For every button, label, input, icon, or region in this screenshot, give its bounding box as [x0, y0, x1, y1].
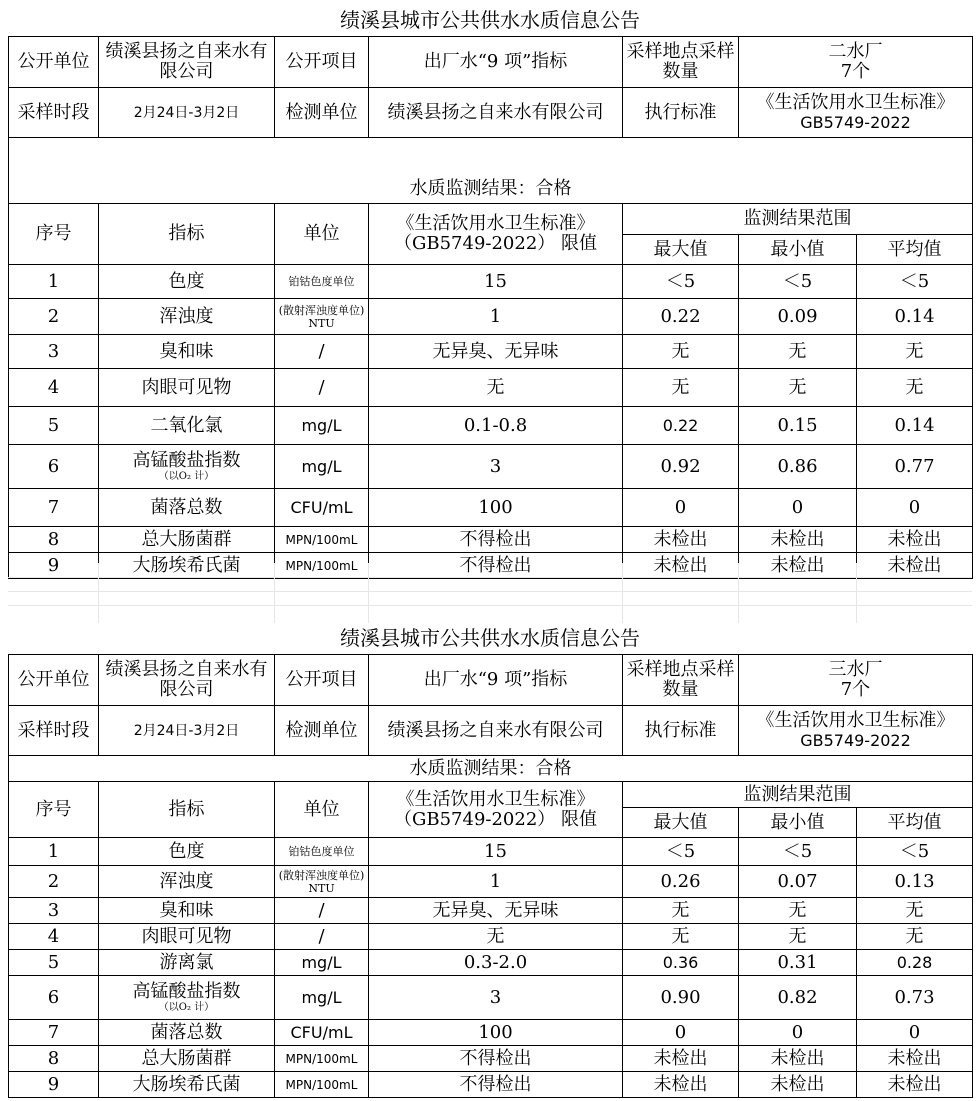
- table-row: [9, 299, 973, 335]
- row-limit: 1: [369, 299, 623, 335]
- table-row: [9, 976, 973, 1020]
- sample-site-value: [739, 37, 973, 88]
- notice-title: 绩溪县城市公共供水水质信息公告: [340, 626, 640, 650]
- row-avg: 0: [857, 1020, 973, 1046]
- row-min: 无: [739, 369, 857, 407]
- row-min: 0.31: [739, 950, 857, 976]
- row-no: 4: [9, 924, 99, 950]
- row-min: 0.09: [739, 299, 857, 335]
- row-limit: 不得检出: [369, 527, 623, 553]
- row-unit: MPN/100mL: [275, 1072, 369, 1098]
- table-row: [9, 1020, 973, 1046]
- row-no: 3: [9, 898, 99, 924]
- row-avg: ＜5: [857, 838, 973, 866]
- sample-site: 三水厂: [828, 659, 883, 680]
- row-max: 0.90: [623, 976, 739, 1020]
- row-min: 未检出: [739, 1046, 857, 1072]
- row-indicator-cell: [99, 445, 275, 489]
- row-avg: 未检出: [857, 1072, 973, 1098]
- row-min: 0.82: [739, 976, 857, 1020]
- row-limit: 100: [369, 489, 623, 527]
- row-unit: CFU/mL: [275, 489, 369, 527]
- period-label: 采样时段: [9, 88, 99, 138]
- row-limit: 不得检出: [369, 553, 623, 579]
- standard-code: GB5749-2022: [800, 112, 911, 132]
- notice-title: 绩溪县城市公共供水水质信息公告: [340, 8, 640, 32]
- row-unit: mg/L: [275, 950, 369, 976]
- row-no: 2: [9, 866, 99, 898]
- row-no: 5: [9, 950, 99, 976]
- row-unit: /: [275, 898, 369, 924]
- disclosure-unit-value: 绩溪县扬之自来水有限公司: [99, 37, 275, 88]
- row-unit: mg/L: [275, 976, 369, 1020]
- row-indicator: 总大肠菌群: [99, 1046, 275, 1072]
- row-unit: CFU/mL: [275, 1020, 369, 1046]
- row-max: ＜5: [623, 838, 739, 866]
- row-indicator: 大肠埃希氏菌: [99, 1072, 275, 1098]
- row-avg: 无: [857, 898, 973, 924]
- row-avg: 0.14: [857, 299, 973, 335]
- lab-value: 绩溪县扬之自来水有限公司: [369, 706, 623, 756]
- row-min: 无: [739, 335, 857, 369]
- row-no: 3: [9, 335, 99, 369]
- header-no: 序号: [9, 204, 99, 265]
- notice-rows: [9, 838, 973, 1098]
- row-indicator: 二氧化氯: [99, 407, 275, 445]
- row-max: 无: [623, 369, 739, 407]
- row-limit: 0.1-0.8: [369, 407, 623, 445]
- row-limit: 无异臭、无异味: [369, 335, 623, 369]
- sample-count: 7个: [840, 679, 871, 700]
- table-row: [9, 866, 973, 898]
- disclosure-unit-label: 公开单位: [9, 655, 99, 706]
- header-indicator: 指标: [99, 204, 275, 265]
- lab-label: 检测单位: [275, 706, 369, 756]
- table-row: [9, 924, 973, 950]
- row-limit: 1: [369, 866, 623, 898]
- disclosure-unit-label: 公开单位: [9, 37, 99, 88]
- row-min: 未检出: [739, 527, 857, 553]
- row-indicator: 肉眼可见物: [99, 369, 275, 407]
- row-min: 未检出: [739, 1072, 857, 1098]
- standard-value: [739, 88, 973, 138]
- row-avg: 未检出: [857, 1046, 973, 1072]
- row-max: 0.26: [623, 866, 739, 898]
- table-row: [9, 838, 973, 866]
- row-limit: 3: [369, 976, 623, 1020]
- header-unit: 单位: [275, 204, 369, 265]
- row-max: 未检出: [623, 1046, 739, 1072]
- sample-site: 二水厂: [828, 41, 883, 62]
- row-indicator: 总大肠菌群: [99, 527, 275, 553]
- table-row: [9, 527, 973, 553]
- row-no: 5: [9, 407, 99, 445]
- row-indicator: 菌落总数: [99, 489, 275, 527]
- row-unit: mg/L: [275, 407, 369, 445]
- result-text: 水质监测结果：合格: [9, 756, 973, 782]
- row-no: 9: [9, 553, 99, 579]
- table-row: [9, 445, 973, 489]
- header-avg: 平均值: [857, 808, 973, 838]
- row-limit: 15: [369, 838, 623, 866]
- lab-label: 检测单位: [275, 88, 369, 138]
- row-no: 8: [9, 1046, 99, 1072]
- row-limit: 100: [369, 1020, 623, 1046]
- disclosure-item-value: 出厂水“9 项”指标: [369, 655, 623, 706]
- sample-count: 7个: [840, 61, 871, 82]
- row-max: 0: [623, 1020, 739, 1046]
- row-no: 7: [9, 1020, 99, 1046]
- row-limit: 无: [369, 369, 623, 407]
- table-row: [9, 265, 973, 299]
- header-min: 最小值: [739, 808, 857, 838]
- row-max: 未检出: [623, 1072, 739, 1098]
- row-indicator: 色度: [99, 838, 275, 866]
- row-unit: /: [275, 369, 369, 407]
- row-limit: 0.3-2.0: [369, 950, 623, 976]
- row-unit: /: [275, 335, 369, 369]
- row-avg: 0.77: [857, 445, 973, 489]
- row-indicator-note: （以O₂ 计）: [158, 1002, 215, 1013]
- blank-row: [9, 138, 973, 176]
- row-min: 无: [739, 924, 857, 950]
- row-min: 0.15: [739, 407, 857, 445]
- table-row: [9, 898, 973, 924]
- table-row: [9, 1072, 973, 1098]
- row-indicator: 菌落总数: [99, 1020, 275, 1046]
- row-indicator: 高锰酸盐指数: [132, 981, 241, 1002]
- period-label: 采样时段: [9, 706, 99, 756]
- row-unit: MPN/100mL: [275, 1046, 369, 1072]
- sample-site-value: [739, 655, 973, 706]
- table-row: [9, 1046, 973, 1072]
- row-min: ＜5: [739, 838, 857, 866]
- row-avg: 0.28: [857, 950, 973, 976]
- row-avg: 0.14: [857, 407, 973, 445]
- row-no: 1: [9, 265, 99, 299]
- row-min: 0.86: [739, 445, 857, 489]
- header-range: 监测结果范围: [623, 782, 973, 808]
- header-max: 最大值: [623, 235, 739, 265]
- row-indicator: 臭和味: [99, 335, 275, 369]
- row-limit: 无: [369, 924, 623, 950]
- row-no: 4: [9, 369, 99, 407]
- period-value: 2月24日-3月2日: [99, 88, 275, 138]
- row-min: 0: [739, 489, 857, 527]
- row-max: 0.92: [623, 445, 739, 489]
- sample-site-label: 采样地点采样数量: [623, 655, 739, 706]
- row-min: 0: [739, 1020, 857, 1046]
- disclosure-item-label: 公开项目: [275, 37, 369, 88]
- row-max: ＜5: [623, 265, 739, 299]
- table-row: [9, 489, 973, 527]
- row-limit: 3: [369, 445, 623, 489]
- row-avg: 0.13: [857, 866, 973, 898]
- row-max: 0.22: [623, 299, 739, 335]
- row-unit: MPN/100mL: [275, 553, 369, 579]
- row-max: 无: [623, 924, 739, 950]
- lab-value: 绩溪县扬之自来水有限公司: [369, 88, 623, 138]
- row-no: 7: [9, 489, 99, 527]
- row-indicator: 肉眼可见物: [99, 924, 275, 950]
- row-indicator-cell: [99, 976, 275, 1020]
- disclosure-unit-value: 绩溪县扬之自来水有限公司: [99, 655, 275, 706]
- row-indicator: 浑浊度: [99, 299, 275, 335]
- period-value: 2月24日-3月2日: [99, 706, 275, 756]
- header-unit: 单位: [275, 782, 369, 838]
- row-indicator: 色度: [99, 265, 275, 299]
- empty-grid-gap: [0, 563, 980, 623]
- result-text: 水质监测结果：合格: [9, 176, 973, 204]
- row-avg: 无: [857, 924, 973, 950]
- row-unit: MPN/100mL: [275, 527, 369, 553]
- row-avg: 0: [857, 489, 973, 527]
- table-row: [9, 369, 973, 407]
- header-indicator: 指标: [99, 782, 275, 838]
- disclosure-item-label: 公开项目: [275, 655, 369, 706]
- row-indicator-note: （以O₂ 计）: [158, 471, 215, 482]
- row-min: ＜5: [739, 265, 857, 299]
- row-no: 1: [9, 838, 99, 866]
- row-unit: 铂钴色度单位: [275, 265, 369, 299]
- notice-table: [8, 654, 973, 1098]
- row-avg: 未检出: [857, 553, 973, 579]
- table-row: [9, 335, 973, 369]
- row-avg: 0.73: [857, 976, 973, 1020]
- sample-site-label: 采样地点采样数量: [623, 37, 739, 88]
- standard-name: 《生活饮用水卫生标准》: [756, 709, 955, 731]
- row-min: 未检出: [739, 553, 857, 579]
- header-min: 最小值: [739, 235, 857, 265]
- standard-name: 《生活饮用水卫生标准》: [756, 91, 955, 113]
- header-no: 序号: [9, 782, 99, 838]
- row-indicator: 高锰酸盐指数: [132, 450, 241, 471]
- standard-code: GB5749-2022: [800, 730, 911, 750]
- disclosure-item-value: 出厂水“9 项”指标: [369, 37, 623, 88]
- header-limit: 《生活饮用水卫生标准》（GB5749-2022） 限值: [369, 204, 623, 265]
- table-row: [9, 407, 973, 445]
- standard-label: 执行标准: [623, 706, 739, 756]
- row-max: 0: [623, 489, 739, 527]
- notice-rows: [9, 265, 973, 579]
- row-indicator: 浑浊度: [99, 866, 275, 898]
- row-unit: /: [275, 924, 369, 950]
- row-limit: 15: [369, 265, 623, 299]
- table-row: [9, 950, 973, 976]
- header-limit: 《生活饮用水卫生标准》（GB5749-2022） 限值: [369, 782, 623, 838]
- row-no: 8: [9, 527, 99, 553]
- header-range: 监测结果范围: [623, 204, 973, 235]
- row-no: 6: [9, 976, 99, 1020]
- row-no: 2: [9, 299, 99, 335]
- row-min: 0.07: [739, 866, 857, 898]
- row-max: 无: [623, 898, 739, 924]
- row-no: 6: [9, 445, 99, 489]
- row-limit: 不得检出: [369, 1072, 623, 1098]
- row-max: 0.22: [623, 407, 739, 445]
- row-indicator: 臭和味: [99, 898, 275, 924]
- row-avg: 无: [857, 369, 973, 407]
- row-avg: 无: [857, 335, 973, 369]
- row-max: 未检出: [623, 527, 739, 553]
- row-unit: (散射浑浊度单位) NTU: [275, 299, 369, 335]
- row-indicator: 大肠埃希氏菌: [99, 553, 275, 579]
- header-max: 最大值: [623, 808, 739, 838]
- notice-table: [8, 36, 973, 579]
- row-max: 无: [623, 335, 739, 369]
- row-limit: 不得检出: [369, 1046, 623, 1072]
- row-avg: 未检出: [857, 527, 973, 553]
- row-limit: 无异臭、无异味: [369, 898, 623, 924]
- row-min: 无: [739, 898, 857, 924]
- standard-label: 执行标准: [623, 88, 739, 138]
- row-unit: 铂钴色度单位: [275, 838, 369, 866]
- row-unit: mg/L: [275, 445, 369, 489]
- row-max: 0.36: [623, 950, 739, 976]
- row-indicator: 游离氯: [99, 950, 275, 976]
- row-max: 未检出: [623, 553, 739, 579]
- standard-value: [739, 706, 973, 756]
- row-unit: (散射浑浊度单位) NTU: [275, 866, 369, 898]
- row-no: 9: [9, 1072, 99, 1098]
- header-avg: 平均值: [857, 235, 973, 265]
- row-avg: ＜5: [857, 265, 973, 299]
